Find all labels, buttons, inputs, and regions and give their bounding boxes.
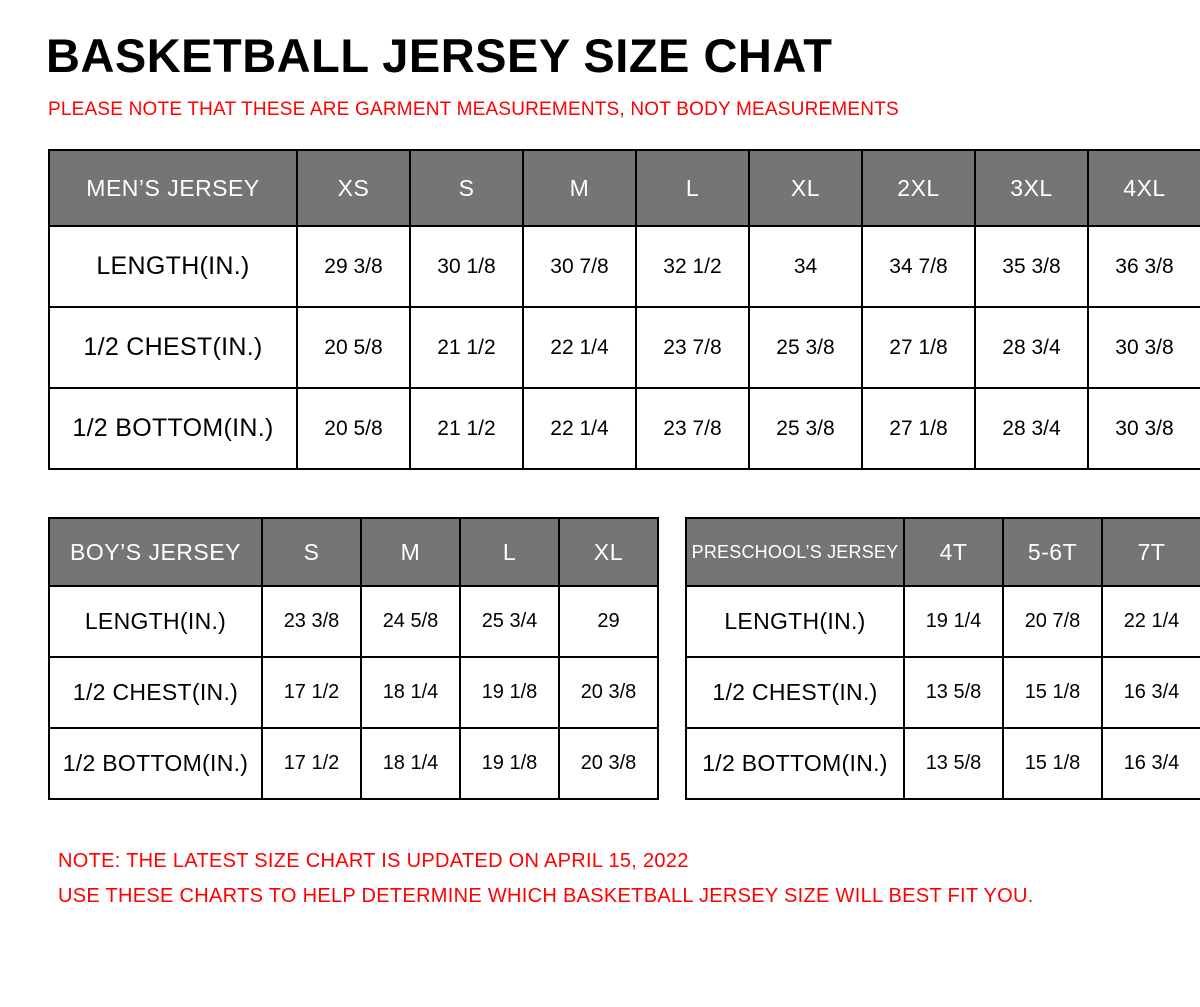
lower-tables-container <box>48 517 1180 800</box>
row-label: 1/2 CHEST(IN.) <box>49 657 262 728</box>
row-label: 1/2 BOTTOM(IN.) <box>686 728 904 799</box>
table-header-row <box>49 150 1200 226</box>
cell-value: 30 3/8 <box>1088 388 1200 469</box>
cell-value: 15 1/8 <box>1003 728 1102 799</box>
measurement-notice: PLEASE NOTE THAT THESE ARE GARMENT MEASUREMENTS, NOT BODY MEASUREMENTS <box>48 98 899 120</box>
mens-size-header: XL <box>749 150 862 226</box>
cell-value: 20 7/8 <box>1003 586 1102 657</box>
cell-value: 20 3/8 <box>559 728 658 799</box>
cell-value: 19 1/4 <box>904 586 1003 657</box>
mens-size-header: L <box>636 150 749 226</box>
table-row <box>49 586 658 657</box>
preschool-size-header: 5-6T <box>1003 518 1102 586</box>
cell-value: 22 1/4 <box>523 307 636 388</box>
table-row <box>49 307 1200 388</box>
mens-size-header: M <box>523 150 636 226</box>
table-header-row <box>686 518 1200 586</box>
cell-value: 15 1/8 <box>1003 657 1102 728</box>
cell-value: 30 3/8 <box>1088 307 1200 388</box>
cell-value: 17 1/2 <box>262 657 361 728</box>
cell-value: 28 3/4 <box>975 307 1088 388</box>
table-row <box>49 728 658 799</box>
cell-value: 18 1/4 <box>361 657 460 728</box>
cell-value: 23 7/8 <box>636 388 749 469</box>
preschool-header-label: PRESCHOOL’S JERSEY <box>686 518 904 586</box>
page-title: BASKETBALL JERSEY SIZE CHAT <box>46 29 833 82</box>
preschool-jersey-table <box>685 517 1200 800</box>
table-row <box>686 657 1200 728</box>
table-row <box>49 226 1200 307</box>
cell-value: 20 3/8 <box>559 657 658 728</box>
cell-value: 30 7/8 <box>523 226 636 307</box>
cell-value: 22 1/4 <box>523 388 636 469</box>
cell-value: 16 3/4 <box>1102 728 1200 799</box>
cell-value: 25 3/8 <box>749 388 862 469</box>
cell-value: 25 3/4 <box>460 586 559 657</box>
cell-value: 34 <box>749 226 862 307</box>
row-label: LENGTH(IN.) <box>49 226 297 307</box>
footer-note-update: NOTE: THE LATEST SIZE CHART IS UPDATED ON APRIL 15, 2022 <box>58 850 689 873</box>
cell-value: 23 7/8 <box>636 307 749 388</box>
cell-value: 27 1/8 <box>862 388 975 469</box>
row-label: LENGTH(IN.) <box>686 586 904 657</box>
cell-value: 29 3/8 <box>297 226 410 307</box>
mens-size-header: XS <box>297 150 410 226</box>
boys-size-header: M <box>361 518 460 586</box>
cell-value: 19 1/8 <box>460 728 559 799</box>
cell-value: 23 3/8 <box>262 586 361 657</box>
cell-value: 34 7/8 <box>862 226 975 307</box>
mens-size-header: 2XL <box>862 150 975 226</box>
boys-header-label: BOY’S JERSEY <box>49 518 262 586</box>
cell-value: 28 3/4 <box>975 388 1088 469</box>
mens-size-header: 4XL <box>1088 150 1200 226</box>
cell-value: 35 3/8 <box>975 226 1088 307</box>
cell-value: 13 5/8 <box>904 657 1003 728</box>
mens-jersey-table <box>48 149 1200 470</box>
cell-value: 20 5/8 <box>297 307 410 388</box>
table-row <box>49 657 658 728</box>
mens-header-label: MEN’S JERSEY <box>49 150 297 226</box>
cell-value: 17 1/2 <box>262 728 361 799</box>
row-label: 1/2 BOTTOM(IN.) <box>49 388 297 469</box>
cell-value: 30 1/8 <box>410 226 523 307</box>
table-row <box>686 586 1200 657</box>
cell-value: 16 3/4 <box>1102 657 1200 728</box>
table-row <box>686 728 1200 799</box>
cell-value: 21 1/2 <box>410 388 523 469</box>
preschool-size-header: 4T <box>904 518 1003 586</box>
cell-value: 20 5/8 <box>297 388 410 469</box>
boys-size-header: L <box>460 518 559 586</box>
row-label: 1/2 CHEST(IN.) <box>686 657 904 728</box>
mens-size-header: 3XL <box>975 150 1088 226</box>
footer-notes <box>58 844 1176 914</box>
row-label: 1/2 BOTTOM(IN.) <box>49 728 262 799</box>
table-row <box>49 388 1200 469</box>
boys-size-header: XL <box>559 518 658 586</box>
cell-value: 18 1/4 <box>361 728 460 799</box>
row-label: 1/2 CHEST(IN.) <box>49 307 297 388</box>
boys-jersey-table <box>48 517 659 800</box>
cell-value: 29 <box>559 586 658 657</box>
row-label: LENGTH(IN.) <box>49 586 262 657</box>
cell-value: 32 1/2 <box>636 226 749 307</box>
table-header-row <box>49 518 658 586</box>
cell-value: 21 1/2 <box>410 307 523 388</box>
mens-size-header: S <box>410 150 523 226</box>
cell-value: 36 3/8 <box>1088 226 1200 307</box>
cell-value: 25 3/8 <box>749 307 862 388</box>
cell-value: 19 1/8 <box>460 657 559 728</box>
cell-value: 24 5/8 <box>361 586 460 657</box>
cell-value: 22 1/4 <box>1102 586 1200 657</box>
cell-value: 27 1/8 <box>862 307 975 388</box>
preschool-size-header: 7T <box>1102 518 1200 586</box>
cell-value: 13 5/8 <box>904 728 1003 799</box>
boys-size-header: S <box>262 518 361 586</box>
footer-note-usage: USE THESE CHARTS TO HELP DETERMINE WHICH BASKETBALL JERSEY SIZE WILL BEST FIT YOU. <box>58 885 1034 908</box>
